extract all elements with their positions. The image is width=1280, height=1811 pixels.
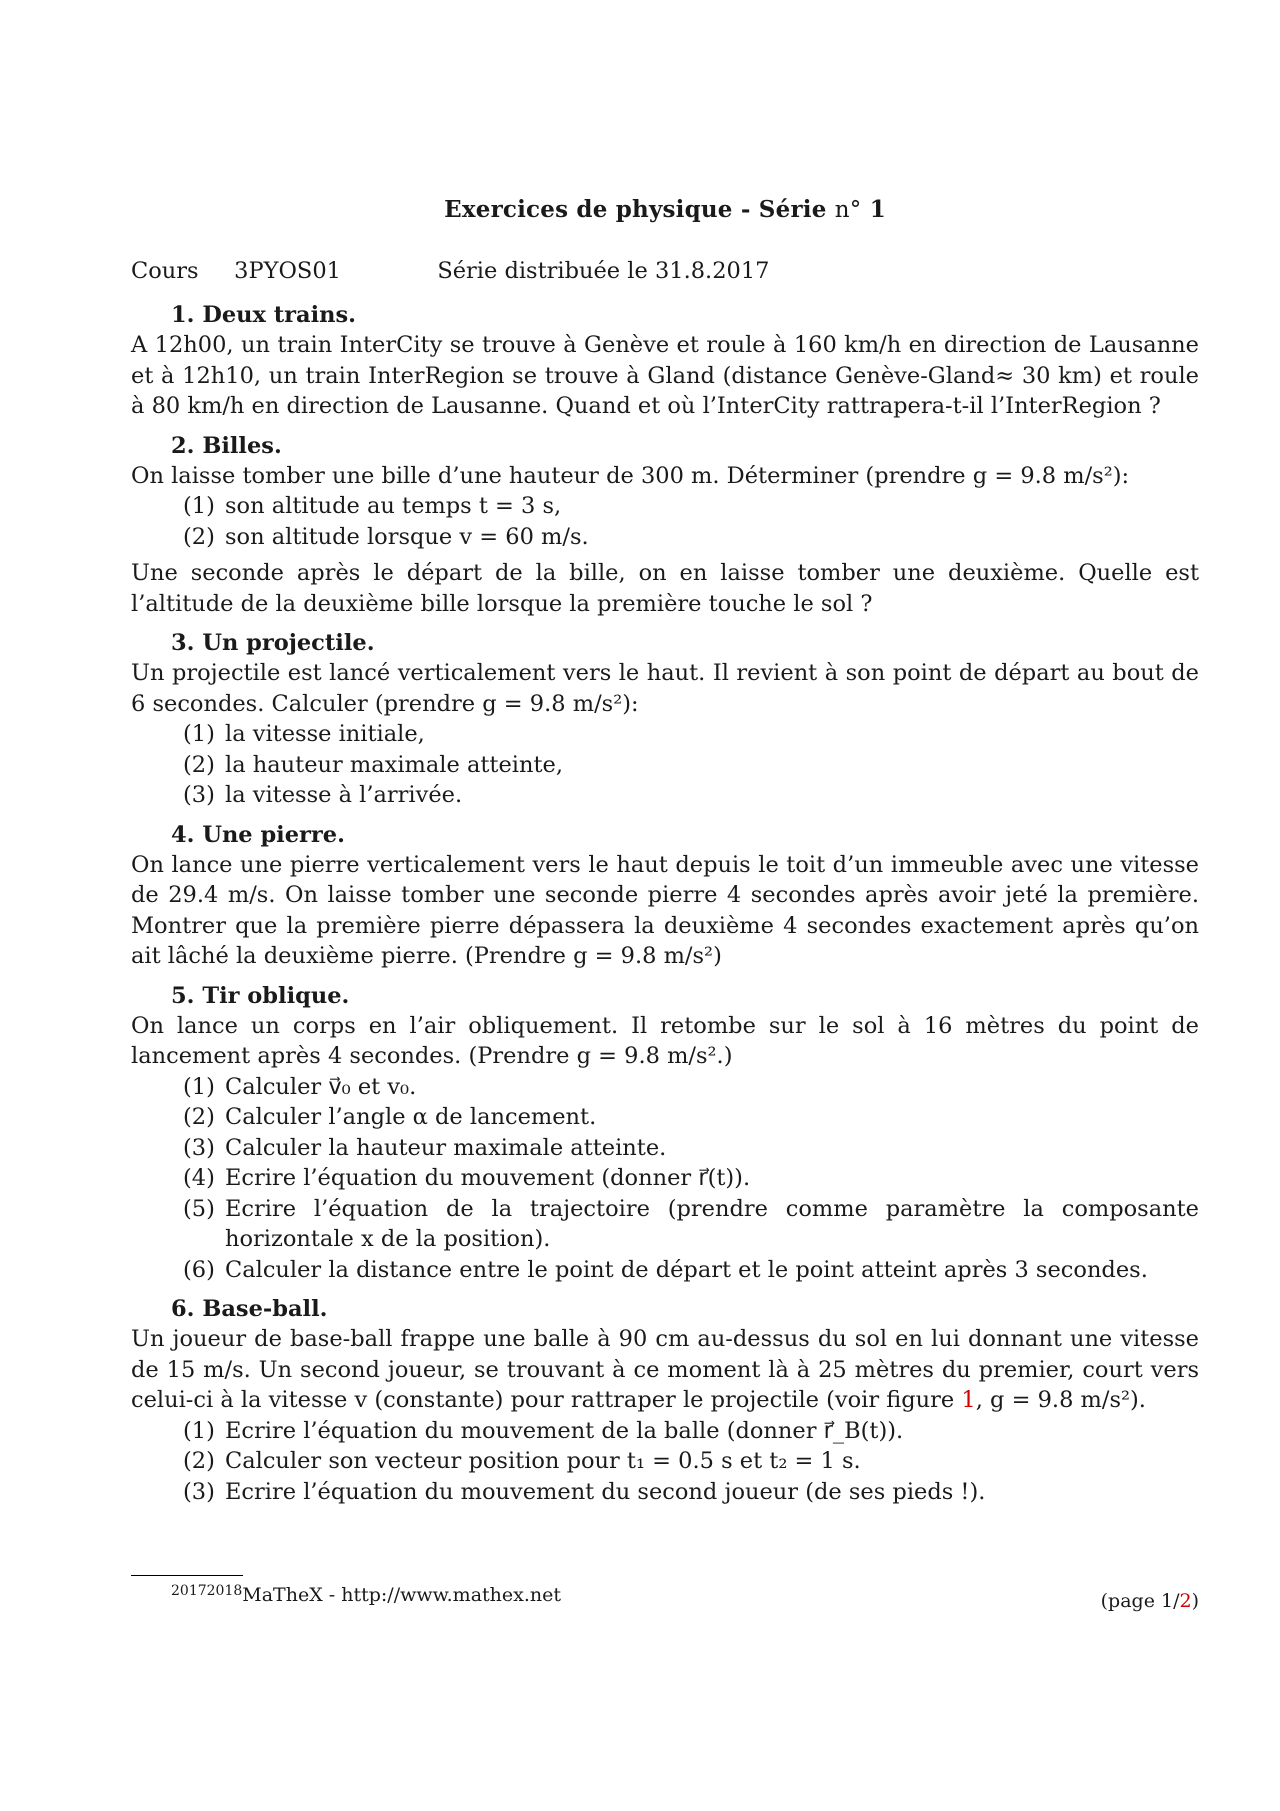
exercise-heading: 3. Un projectile. — [171, 630, 375, 656]
question-item — [183, 491, 1199, 522]
course-info — [131, 258, 769, 284]
title-number: 1 — [869, 196, 886, 223]
question-item — [183, 1102, 1199, 1133]
question-item — [183, 1133, 1199, 1164]
question-number: (1) — [183, 493, 215, 519]
distribution-date: Série distribuée le 31.8.2017 — [437, 258, 770, 284]
question-item — [183, 1255, 1199, 1286]
question-item — [183, 1477, 1199, 1508]
question-text: son altitude au temps t = 3 s, — [225, 493, 562, 519]
question-number: (2) — [183, 751, 215, 778]
question-number: (1) — [183, 1417, 215, 1444]
course-code: 3PYOS01 — [234, 258, 341, 284]
question-number: (2) — [183, 1104, 215, 1130]
exercise-text: Une seconde après le départ de la bille, on en laisse tomber une deuxième. Quelle est l’altitude de la deuxième bille lorsque la première touche le sol ? — [131, 560, 1199, 617]
question-text: Calculer la hauteur maximale atteinte. — [225, 1134, 667, 1161]
question-number: (5) — [183, 1195, 215, 1222]
question-text: Calculer la distance entre le point de départ et le point atteint après 3 secondes. — [225, 1256, 1148, 1283]
exercise-text — [131, 1324, 1199, 1416]
figure-reference-link[interactable]: 1 — [961, 1387, 976, 1413]
question-number: (2) — [183, 1448, 215, 1474]
question-text: Ecrire l’équation du mouvement de la balle (donner r⃗_B(t)). — [225, 1417, 904, 1444]
question-text: Calculer l’angle α de lancement. — [225, 1104, 597, 1130]
exercise-text-part: Un joueur de base-ball frappe une balle à 90 cm au-dessus du sol en lui donnant une vitesse de 15 m/s. Un second joueur, se trouvant à ce moment là à 25 mètres du premier, court vers celui-ci à la vitesse v (constante) pour rattraper le projectile (voir figure — [131, 1326, 1199, 1413]
question-item — [183, 1416, 1199, 1447]
question-number: (1) — [183, 721, 215, 747]
exercise-text: On lance un corps en l’air obliquement. Il retombe sur le sol à 16 mètres du point de lancement après 4 secondes. (Prendre g = 9.8 m/s².) — [131, 1012, 1199, 1069]
exercise-text-part: , g = 9.8 m/s²). — [975, 1387, 1146, 1413]
exercise-heading: 6. Base-ball. — [171, 1296, 328, 1322]
title-text: Exercices de physique - Série — [444, 196, 827, 223]
exercise-5 — [131, 981, 1199, 1286]
footnote-rule — [131, 1575, 243, 1576]
question-item — [183, 1072, 1199, 1103]
exercise-text: Un projectile est lancé verticalement vers le haut. Il revient à son point de départ au bout de 6 secondes. Calculer (prendre g = 9.8 m/s²): — [131, 660, 1199, 717]
title-number-symbol: n° — [834, 197, 862, 223]
question-number: (2) — [183, 523, 215, 550]
question-list — [131, 719, 1199, 811]
exercise-3 — [131, 628, 1199, 811]
exercise-heading: 1. Deux trains. — [171, 302, 356, 328]
question-text: Calculer son vecteur position pour t₁ = 0.5 s et t₂ = 1 s. — [225, 1448, 861, 1474]
exercise-6 — [131, 1294, 1199, 1507]
question-text: son altitude lorsque v = 60 m/s. — [225, 523, 589, 550]
exercise-4 — [131, 820, 1199, 972]
question-number: (3) — [183, 782, 215, 808]
question-number: (1) — [183, 1073, 215, 1100]
exercise-2 — [131, 431, 1199, 620]
question-item — [183, 1194, 1199, 1255]
footer-site: MaTheX - http://www.mathex.net — [242, 1584, 562, 1606]
course-label: Cours — [131, 258, 199, 284]
question-item — [183, 780, 1199, 811]
question-text: Calculer v⃗₀ et v₀. — [225, 1073, 417, 1100]
page-number — [1101, 1590, 1199, 1612]
exercise-text: A 12h00, un train InterCity se trouve à Genève et roule à 160 km/h en direction de Lausanne et à 12h10, un train InterRegion se trouve à Gland (distance Genève-Gland≈ 30 km) et roule à 80 km/h en direction de Lausanne. Quand et où l’InterCity rattrapera-t-il l’InterRegion ? — [131, 332, 1199, 419]
exercise-list — [131, 300, 1199, 1516]
question-item — [183, 750, 1199, 781]
question-text: Ecrire l’équation du mouvement du second joueur (de ses pieds !). — [225, 1478, 986, 1505]
question-number: (3) — [183, 1478, 215, 1505]
question-number: (4) — [183, 1165, 215, 1191]
question-item — [183, 522, 1199, 553]
question-list — [131, 491, 1199, 552]
page-total-link[interactable]: 2 — [1179, 1590, 1192, 1612]
page-title — [131, 196, 1199, 223]
question-text: la vitesse initiale, — [225, 721, 425, 747]
page-number-prefix: (page 1/ — [1100, 1590, 1180, 1612]
question-item — [183, 1163, 1199, 1194]
exercise-text: On lance une pierre verticalement vers le haut depuis le toit d’un immeuble avec une vitesse de 29.4 m/s. On laisse tomber une seconde pierre 4 secondes après avoir jeté la première. Montrer que la première pierre dépassera la deuxième 4 secondes exactement après qu’on ait lâché la deuxième pierre. (Prendre g = 9.8 m/s²) — [131, 851, 1199, 969]
exercise-text: On laisse tomber une bille d’une hauteur de 300 m. Déterminer (prendre g = 9.8 m/s²): — [131, 462, 1130, 489]
footer-year: 20172018 — [171, 1583, 243, 1599]
question-item — [183, 1446, 1199, 1477]
exercise-1 — [131, 300, 1199, 422]
question-text: Ecrire l’équation du mouvement (donner r⃗(t)). — [225, 1165, 751, 1191]
exercise-heading: 2. Billes. — [171, 432, 282, 459]
exercise-heading: 5. Tir oblique. — [171, 982, 350, 1009]
exercise-heading: 4. Une pierre. — [171, 821, 345, 848]
question-text: la hauteur maximale atteinte, — [225, 751, 563, 778]
page-number-suffix: ) — [1191, 1590, 1199, 1612]
footer-source — [171, 1583, 561, 1606]
question-item — [183, 719, 1199, 750]
question-number: (3) — [183, 1134, 215, 1161]
question-list — [131, 1072, 1199, 1286]
question-list — [131, 1416, 1199, 1508]
question-text: Ecrire l’équation de la trajectoire (prendre comme paramètre la composante horizontale x de la position). — [225, 1195, 1199, 1252]
question-number: (6) — [183, 1256, 215, 1283]
question-text: la vitesse à l’arrivée. — [225, 782, 463, 808]
page-footer — [131, 1575, 1199, 1612]
